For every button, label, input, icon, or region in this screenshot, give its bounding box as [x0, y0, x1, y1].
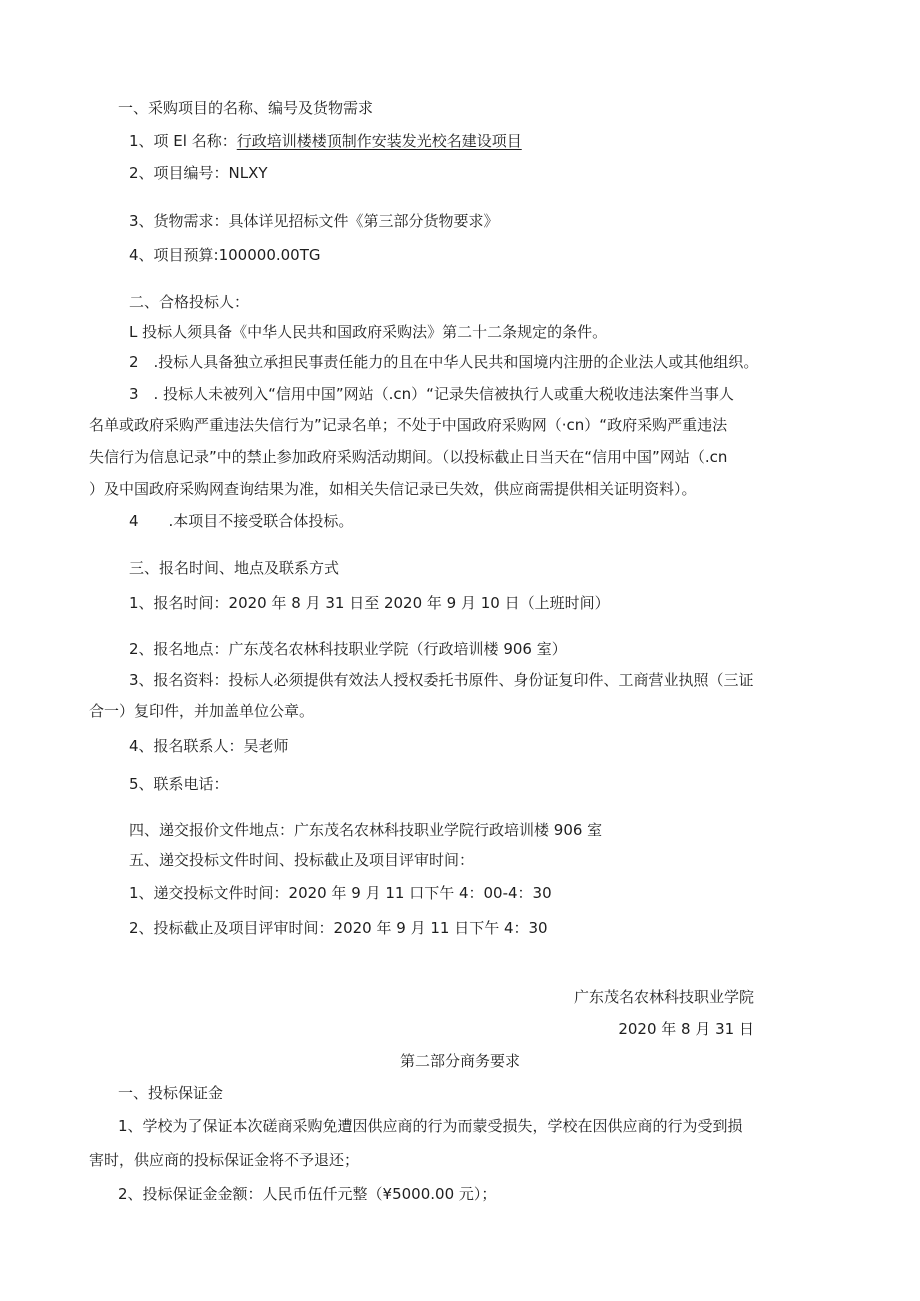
section5-heading: 五、递交投标文件时间、投标截止及项目评审时间：: [129, 851, 475, 869]
part2-heading: 一、投标保证金: [118, 1084, 224, 1102]
project-name-line: [129, 131, 522, 151]
section1-heading: 一、采购项目的名称、编号及货物需求: [118, 99, 374, 117]
registration-materials-line2: 合一）复印件，并加盖单位公章。: [89, 702, 315, 720]
registration-time: 1、报名时间：2020 年 8 月 31 日至 2020 年 9 月 10 日（上班时间）: [129, 594, 610, 612]
project-number: 2、项目编号：NLXY: [129, 164, 268, 182]
deadline-and-review-time: 2、投标截止及项目评审时间：2020 年 9 月 11 日下午 4：30: [129, 919, 548, 937]
section2-heading: 二、合格投标人：: [129, 293, 250, 311]
bidder-requirement-3-line1: 3 . 投标人未被列入“信用中国”网站（.cn）“记录失信被执行人或重大税收违法案件当事人: [129, 385, 734, 403]
bidder-requirement-1: L 投标人须具备《中华人民共和国政府采购法》第二十二条规定的条件。: [129, 323, 608, 341]
submission-time: 1、递交投标文件时间：2020 年 9 月 11 口下午 4：00-4：30: [129, 884, 552, 902]
section3-heading: 三、报名时间、地点及联系方式: [129, 559, 340, 577]
registration-phone: 5、联系电话：: [129, 775, 229, 793]
deposit-amount: 2、投标保证金金额：人民币伍仟元整（¥5000.00 元）；: [118, 1185, 497, 1203]
bidder-requirement-3-line3: 失信行为信息记录”中的禁止参加政府采购活动期间。（以投标截止日当天在“信用中国”网站（.cn: [89, 448, 728, 466]
quote-submission-place: 四、递交报价文件地点：广东茂名农林科技职业学院行政培训楼 906 室: [129, 821, 603, 839]
bidder-requirement-3-line2: 名单或政府采购严重违法失信行为”记录名单；不处于中国政府采购网（·cn）“政府采购严重违法: [89, 416, 728, 434]
registration-contact: 4、报名联系人：吴老师: [129, 737, 289, 755]
bidder-requirement-2: 2 .投标人具备独立承担民事责任能力的且在中华人民共和国境内注册的企业法人或其他组织。: [129, 353, 759, 371]
part2-title: 第二部分商务要求: [399, 1052, 520, 1070]
deposit-clause-1-line1: 1、学校为了保证本次磋商采购免遭因供应商的行为而蒙受损失，学校在因供应商的行为受到损: [118, 1117, 743, 1135]
signature-date: 2020 年 8 月 31 日: [618, 1020, 754, 1038]
goods-requirement: 3、货物需求：具体详见招标文件《第三部分货物要求》: [129, 212, 499, 230]
deposit-clause-1-line2: 害时，供应商的投标保证金将不予退还；: [89, 1151, 360, 1169]
project-budget: 4、项目预算:100000.00TG: [129, 246, 321, 264]
signature-org: 广东茂名农林科技职业学院: [573, 988, 754, 1006]
registration-materials-line1: 3、报名资料：投标人必须提供有效法人授权委托书原件、身份证复印件、工商营业执照（三证: [129, 671, 754, 689]
bidder-requirement-3-line4: ）及中国政府采购网查询结果为准，如相关失信记录已失效，供应商需提供相关证明资料）。: [89, 480, 697, 498]
project-name-value: 行政培训楼楼顶制作安装发光校名建设项目: [236, 132, 522, 150]
bidder-requirement-4: 4 .本项目不接受联合体投标。: [129, 512, 354, 530]
registration-place: 2、报名地点：广东茂名农林科技职业学院（行政培训楼 906 室）: [129, 640, 567, 658]
project-name-label: 1、项 El 名称：: [129, 132, 237, 150]
